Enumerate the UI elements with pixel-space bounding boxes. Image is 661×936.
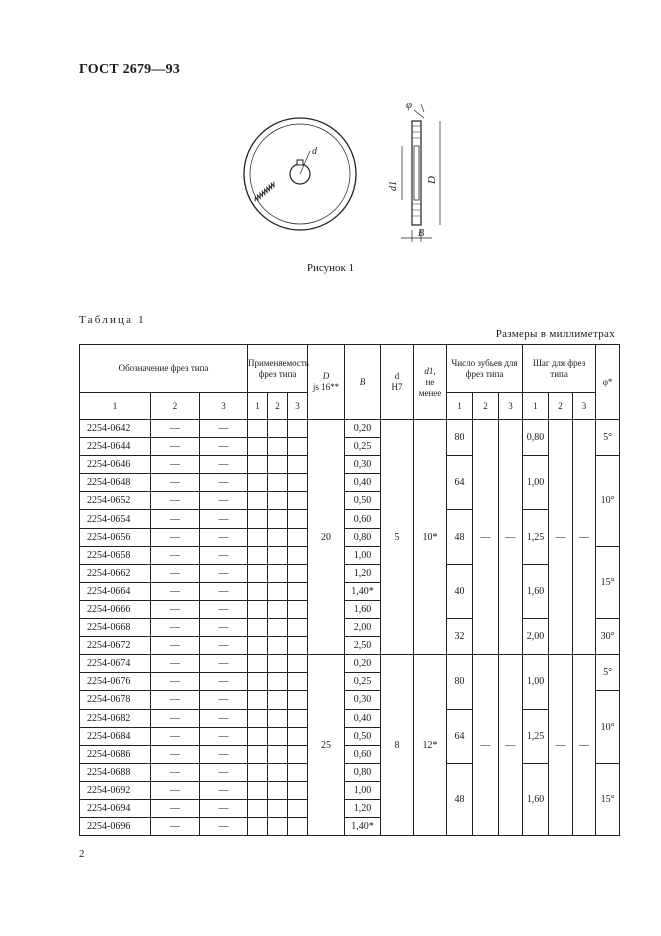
app2-cell [268,456,288,474]
header-type-1: 1 [80,393,151,420]
code-cell: 2254-0648 [80,474,151,492]
B-cell: 0,40 [345,709,381,727]
type2-cell: — [151,673,200,691]
pitch2-cell: — [549,420,573,655]
type2-cell: — [151,637,200,655]
pitch1-cell: 1,60 [523,564,549,618]
app2-cell [268,492,288,510]
code-cell: 2254-0654 [80,510,151,528]
type3-cell: — [200,691,248,709]
code-cell: 2254-0668 [80,619,151,637]
header-app-2: 2 [268,393,288,420]
phi-cell: 5° [596,420,620,456]
code-cell: 2254-0656 [80,528,151,546]
app3-cell [288,492,308,510]
type2-cell: — [151,763,200,781]
code-cell: 2254-0686 [80,745,151,763]
app1-cell [248,691,268,709]
app1-cell [248,510,268,528]
app3-cell [288,438,308,456]
app2-cell [268,564,288,582]
B-cell: 0,20 [345,655,381,673]
app3-cell [288,763,308,781]
app3-cell [288,727,308,745]
B-cell: 1,40* [345,582,381,600]
teeth1-cell: 64 [447,456,473,510]
type2-cell: — [151,564,200,582]
app3-cell [288,546,308,564]
app3-cell [288,818,308,836]
header-d [381,345,414,420]
header-D [308,345,345,420]
code-cell: 2254-0694 [80,799,151,817]
table-row [80,420,620,438]
app2-cell [268,619,288,637]
header-teeth-3: 3 [499,393,523,420]
header-pitch-1: 1 [523,393,549,420]
app3-cell [288,709,308,727]
header-phi: φ* [596,345,620,420]
type2-cell: — [151,456,200,474]
header-D-symbol: D [322,371,330,381]
B-cell: 0,80 [345,763,381,781]
B-cell: 0,50 [345,492,381,510]
code-cell: 2254-0684 [80,727,151,745]
pitch3-cell: — [573,420,596,655]
app2-cell [268,582,288,600]
d1-cell: 12* [414,655,447,836]
code-cell: 2254-0666 [80,600,151,618]
type2-cell: — [151,818,200,836]
type3-cell: — [200,745,248,763]
app2-cell [268,420,288,438]
teeth1-cell: 32 [447,619,473,655]
header-teeth-1: 1 [447,393,473,420]
type3-cell: — [200,637,248,655]
header-D-tolerance: js 16** [312,382,340,392]
app2-cell [268,799,288,817]
code-cell: 2254-0658 [80,546,151,564]
header-d-symbol: d [394,371,400,381]
app1-cell [248,564,268,582]
app3-cell [288,637,308,655]
phi-cell: 15° [596,763,620,835]
pitch1-cell: 1,00 [523,456,549,510]
app3-cell [288,691,308,709]
type3-cell: — [200,582,248,600]
pitch1-cell: 1,00 [523,655,549,709]
table-row [80,709,620,727]
code-cell: 2254-0672 [80,637,151,655]
app3-cell [288,655,308,673]
app3-cell [288,745,308,763]
pitch1-cell: 1,25 [523,709,549,763]
phi-cell: 10° [596,691,620,763]
d-cell: 8 [381,655,414,836]
header-d1-symbol: d1, [424,365,436,376]
type3-cell: — [200,492,248,510]
code-cell: 2254-0674 [80,655,151,673]
app1-cell [248,619,268,637]
app1-cell [248,420,268,438]
app2-cell [268,709,288,727]
page-number: 2 [79,848,85,860]
cutter-dimensions-table [79,344,620,836]
app2-cell [268,637,288,655]
app1-cell [248,655,268,673]
header-d1 [414,345,447,420]
app2-cell [268,673,288,691]
app1-cell [248,745,268,763]
code-cell: 2254-0662 [80,564,151,582]
figure-caption: Рисунок 1 [306,262,355,274]
header-type-3: 3 [200,393,248,420]
label-D: D [426,176,438,184]
header-pitch: Шаг для фрез типа [523,345,596,393]
app3-cell [288,456,308,474]
header-applicability: Применяемость фрез типа [248,345,308,393]
units-note: Размеры в миллиметрах [495,328,615,340]
header-teeth: Число зубьев для фрез типа [447,345,523,393]
type3-cell: — [200,763,248,781]
pitch1-cell: 0,80 [523,420,549,456]
code-cell: 2254-0652 [80,492,151,510]
app1-cell [248,474,268,492]
app2-cell [268,655,288,673]
teeth1-cell: 80 [447,420,473,456]
B-cell: 0,30 [345,456,381,474]
app1-cell [248,492,268,510]
type3-cell: — [200,510,248,528]
pitch1-cell: 1,25 [523,510,549,564]
cutter-side-view [388,99,440,242]
table-row [80,510,620,528]
app1-cell [248,637,268,655]
pitch2-cell: — [549,655,573,836]
header-B [345,345,381,420]
teeth2-cell: — [473,655,499,836]
code-cell: 2254-0642 [80,420,151,438]
d-cell: 5 [381,420,414,655]
label-d: d [312,146,317,157]
B-cell: 0,40 [345,474,381,492]
table-row [80,619,620,637]
type3-cell: — [200,438,248,456]
type3-cell: — [200,619,248,637]
type2-cell: — [151,600,200,618]
cutter-drawing [238,96,468,246]
app2-cell [268,727,288,745]
type2-cell: — [151,727,200,745]
B-cell: 1,00 [345,546,381,564]
B-cell: 1,60 [345,600,381,618]
code-cell: 2254-0646 [80,456,151,474]
app1-cell [248,438,268,456]
teeth1-cell: 48 [447,510,473,564]
type3-cell: — [200,420,248,438]
app1-cell [248,781,268,799]
type3-cell: — [200,546,248,564]
type3-cell: — [200,727,248,745]
header-d-tolerance: H7 [391,382,403,392]
app2-cell [268,438,288,456]
B-cell: 1,20 [345,799,381,817]
type3-cell: — [200,655,248,673]
app3-cell [288,474,308,492]
code-cell: 2254-0678 [80,691,151,709]
app2-cell [268,546,288,564]
app2-cell [268,763,288,781]
code-cell: 2254-0676 [80,673,151,691]
phi-cell: 30° [596,619,620,655]
header-d1-note: не менее [418,376,442,398]
app3-cell [288,420,308,438]
header-type-2: 2 [151,393,200,420]
B-cell: 0,25 [345,673,381,691]
code-cell: 2254-0692 [80,781,151,799]
B-cell: 0,60 [345,745,381,763]
app3-cell [288,799,308,817]
app1-cell [248,799,268,817]
teeth3-cell: — [499,655,523,836]
app2-cell [268,474,288,492]
app2-cell [268,818,288,836]
app3-cell [288,510,308,528]
type2-cell: — [151,799,200,817]
type3-cell: — [200,709,248,727]
B-cell: 0,20 [345,420,381,438]
B-cell: 1,20 [345,564,381,582]
phi-cell: 5° [596,655,620,691]
type2-cell: — [151,691,200,709]
app1-cell [248,709,268,727]
app1-cell [248,456,268,474]
header-teeth-2: 2 [473,393,499,420]
teeth1-cell: 48 [447,763,473,835]
app1-cell [248,673,268,691]
type3-cell: — [200,474,248,492]
type2-cell: — [151,745,200,763]
app2-cell [268,600,288,618]
B-cell: 1,00 [345,781,381,799]
app1-cell [248,528,268,546]
table-row [80,763,620,781]
pitch1-cell: 2,00 [523,619,549,655]
type3-cell: — [200,528,248,546]
app2-cell [268,691,288,709]
D-cell: 25 [308,655,345,836]
app2-cell [268,528,288,546]
teeth2-cell: — [473,420,499,655]
type3-cell: — [200,818,248,836]
type3-cell: — [200,799,248,817]
type3-cell: — [200,781,248,799]
B-cell: 0,50 [345,727,381,745]
app3-cell [288,582,308,600]
code-cell: 2254-0688 [80,763,151,781]
B-cell: 0,25 [345,438,381,456]
code-cell: 2254-0664 [80,582,151,600]
document-number: ГОСТ 2679—93 [79,62,180,77]
type2-cell: — [151,528,200,546]
type2-cell: — [151,438,200,456]
type3-cell: — [200,564,248,582]
type2-cell: — [151,655,200,673]
header-B-symbol: B [359,376,366,387]
app1-cell [248,582,268,600]
type3-cell: — [200,673,248,691]
app3-cell [288,528,308,546]
type2-cell: — [151,420,200,438]
type2-cell: — [151,709,200,727]
app1-cell [248,600,268,618]
type2-cell: — [151,582,200,600]
B-cell: 0,80 [345,528,381,546]
B-cell: 0,60 [345,510,381,528]
table-row [80,655,620,673]
label-B: B [418,228,425,239]
type2-cell: — [151,781,200,799]
app2-cell [268,781,288,799]
B-cell: 2,50 [345,637,381,655]
header-designation: Обозначение фрез типа [80,345,248,393]
B-cell: 0,30 [345,691,381,709]
type3-cell: — [200,456,248,474]
app3-cell [288,619,308,637]
code-cell: 2254-0696 [80,818,151,836]
phi-cell: 15° [596,546,620,618]
table-title: Таблица 1 [79,314,146,326]
app1-cell [248,546,268,564]
type2-cell: — [151,474,200,492]
type2-cell: — [151,619,200,637]
label-d1: d1 [388,181,399,191]
type2-cell: — [151,492,200,510]
header-pitch-2: 2 [549,393,573,420]
pitch3-cell: — [573,655,596,836]
header-pitch-3: 3 [573,393,596,420]
teeth1-cell: 80 [447,655,473,709]
table-row [80,456,620,474]
code-cell: 2254-0682 [80,709,151,727]
cutter-front-view [244,118,356,230]
D-cell: 20 [308,420,345,655]
label-phi: φ [406,99,413,111]
app2-cell [268,510,288,528]
phi-cell: 10° [596,456,620,546]
app1-cell [248,763,268,781]
pitch1-cell: 1,60 [523,763,549,835]
type3-cell: — [200,600,248,618]
teeth1-cell: 64 [447,709,473,763]
type2-cell: — [151,546,200,564]
B-cell: 1,40* [345,818,381,836]
teeth3-cell: — [499,420,523,655]
header-app-3: 3 [288,393,308,420]
code-cell: 2254-0644 [80,438,151,456]
app3-cell [288,564,308,582]
header-app-1: 1 [248,393,268,420]
app1-cell [248,818,268,836]
table-row [80,564,620,582]
app3-cell [288,781,308,799]
d1-cell: 10* [414,420,447,655]
app3-cell [288,673,308,691]
teeth1-cell: 40 [447,564,473,618]
type2-cell: — [151,510,200,528]
app3-cell [288,600,308,618]
B-cell: 2,00 [345,619,381,637]
app1-cell [248,727,268,745]
app2-cell [268,745,288,763]
